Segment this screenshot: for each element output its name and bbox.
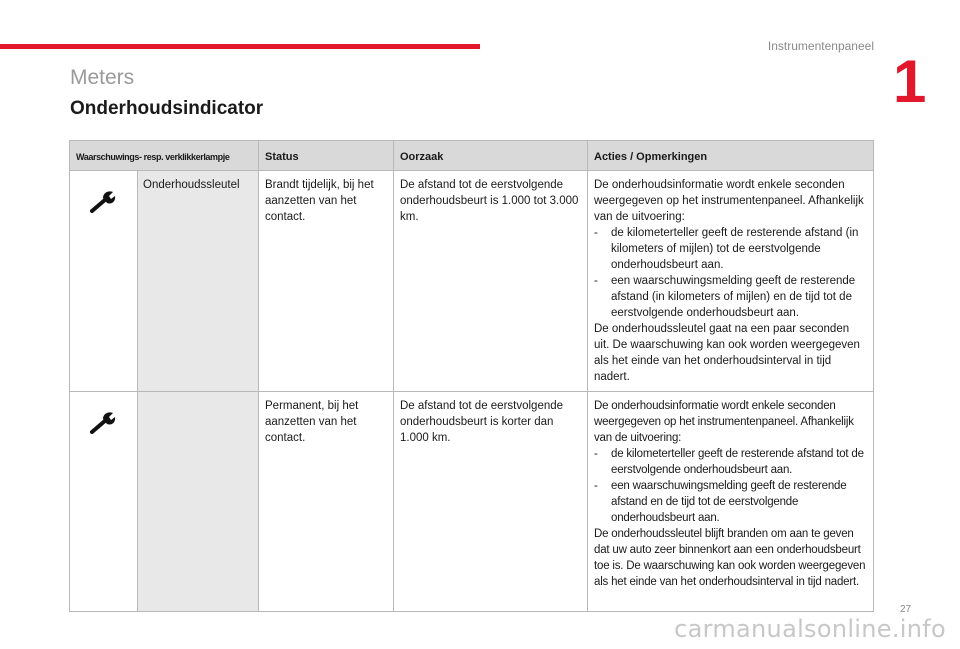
list-item: - de kilometerteller geeft de resterende afstand (in kilometers of mijlen) tot de eerstvolgende onderhoudsbeurt aan. (594, 227, 859, 271)
wrench-icon (89, 427, 119, 439)
watermark: carmanualsonline.info (674, 615, 946, 643)
warning-light-name (138, 392, 259, 612)
table-row (70, 171, 874, 392)
list-item-text: een waarschuwingsmelding geeft de resterende afstand en de tijd tot de eerstvolgende onderhoudsbeurt aan. (611, 480, 847, 524)
table-row (70, 392, 874, 612)
list-item: - een waarschuwingsmelding geeft de resterende afstand en de tijd tot de eerstvolgende onderhoudsbeurt aan. (594, 480, 847, 524)
status-cell: Brandt tijdelijk, bij het aanzetten van het contact. (259, 171, 394, 392)
page-number: 27 (900, 604, 912, 615)
warning-light-table (69, 140, 874, 612)
list-item: - een waarschuwingsmelding geeft de resterende afstand (in kilometers of mijlen) en de tijd tot de eerstvolgende onderhoudsbeurt aan. (594, 275, 856, 319)
actions-outro: De onderhoudssleutel gaat na een paar seconden uit. De waarschuwing kan ook worden weergegeven als het einde van het onderhoudsinterval in tijd nadert. (594, 323, 860, 383)
actions-cell (588, 171, 874, 392)
chapter-number: 1 (893, 48, 927, 115)
cause-cell: De afstand tot de eerstvolgende onderhoudsbeurt is korter dan 1.000 km. (394, 392, 588, 612)
column-header-cause: Oorzaak (394, 141, 588, 171)
list-item: - de kilometerteller geeft de resterende afstand tot de eerstvolgende onderhoudsbeurt aan. (594, 448, 864, 476)
header-accent-bar (0, 44, 480, 49)
status-cell: Permanent, bij het aanzetten van het contact. (259, 392, 394, 612)
table-header-row (70, 141, 874, 171)
actions-cell (588, 392, 874, 612)
section-title: Meters (70, 66, 135, 89)
list-item-text: de kilometerteller geeft de resterende afstand tot de eerstvolgende onderhoudsbeurt aan. (611, 448, 864, 476)
column-header-status: Status (259, 141, 394, 171)
list-item-text: een waarschuwingsmelding geeft de resterende afstand (in kilometers of mijlen) en de tijd tot de eerstvolgende onderhoudsbeurt aan. (611, 275, 856, 319)
icon-cell (70, 392, 138, 612)
list-item-text: de kilometerteller geeft de resterende afstand (in kilometers of mijlen) tot de eerstvolgende onderhoudsbeurt aan. (611, 227, 859, 271)
column-header-warning-light: Waarschuwings- resp. verklikkerlampje (70, 141, 259, 171)
actions-intro: De onderhoudsinformatie wordt enkele seconden weergegeven op het instrumentenpaneel. Afhankelijk van de uitvoering: (594, 179, 864, 223)
page-title: Onderhoudsindicator (70, 98, 264, 119)
header-title: Instrumentenpaneel (767, 39, 874, 53)
wrench-icon (89, 206, 119, 218)
icon-cell (70, 171, 138, 392)
actions-intro: De onderhoudsinformatie wordt enkele seconden weergegeven op het instrumentenpaneel. Afhankelijk van de uitvoering: (594, 400, 854, 444)
column-header-actions: Acties / Opmerkingen (588, 141, 874, 171)
warning-light-name: Onderhoudssleutel (138, 171, 259, 392)
actions-outro: De onderhoudssleutel blijft branden om aan te geven dat uw auto zeer binnenkort aan een onderhoudsbeurt toe is. De waarschuwing kan ook worden weergegeven als het einde van het onderhoudsinterval in tijd nadert. (594, 528, 866, 588)
cause-cell: De afstand tot de eerstvolgende onderhoudsbeurt is 1.000 tot 3.000 km. (394, 171, 588, 392)
